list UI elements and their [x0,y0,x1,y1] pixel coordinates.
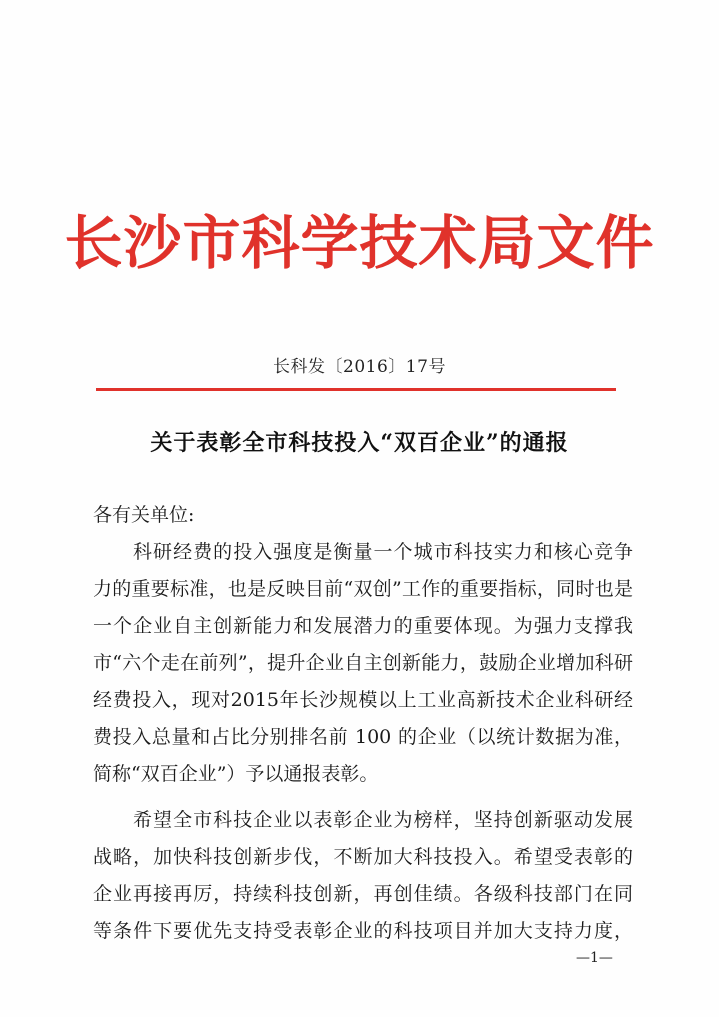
body-line: 科研经费的投入强度是衡量一个城市科技实力和核心竞争 [133,541,633,563]
body-line: 等条件下要优先支持受表彰企业的科技项目并加大支持力度， [93,920,633,942]
agency-header-title: 长沙市科学技术局文件 [64,209,655,277]
body-line: 企业再接再厉，持续科技创新，再创佳绩。各级科技部门在同 [93,883,633,905]
body-line: 战略，加快科技创新步伐，不断加大科技投入。希望受表彰的 [93,846,633,868]
body-line: 力的重要标准，也是反映目前“双创”工作的重要指标，同时也是 [93,578,633,600]
red-divider-line [96,388,616,391]
body-line: 费投入总量和占比分别排名前 100 的企业（以统计数据为准， [93,726,633,748]
body-line: 市“六个走在前列”，提升企业自主创新能力，鼓励企业增加科研 [93,652,633,674]
document-number: 长科发〔2016〕17号 [273,357,446,377]
body-line: 希望全市科技企业以表彰企业为榜样，坚持创新驱动发展 [133,809,633,831]
body-line: 一个企业自主创新能力和发展潜力的重要体现。为强力支撑我 [93,615,633,637]
page-number: —1— [576,950,613,966]
body-line: 经费投入，现对2015年长沙规模以上工业高新技术企业科研经 [93,689,633,711]
body-line: 简称“双百企业”）予以通报表彰。 [93,763,379,785]
addressee: 各有关单位: [93,504,195,526]
notice-title: 关于表彰全市科技投入“双百企业”的通报 [150,430,569,456]
